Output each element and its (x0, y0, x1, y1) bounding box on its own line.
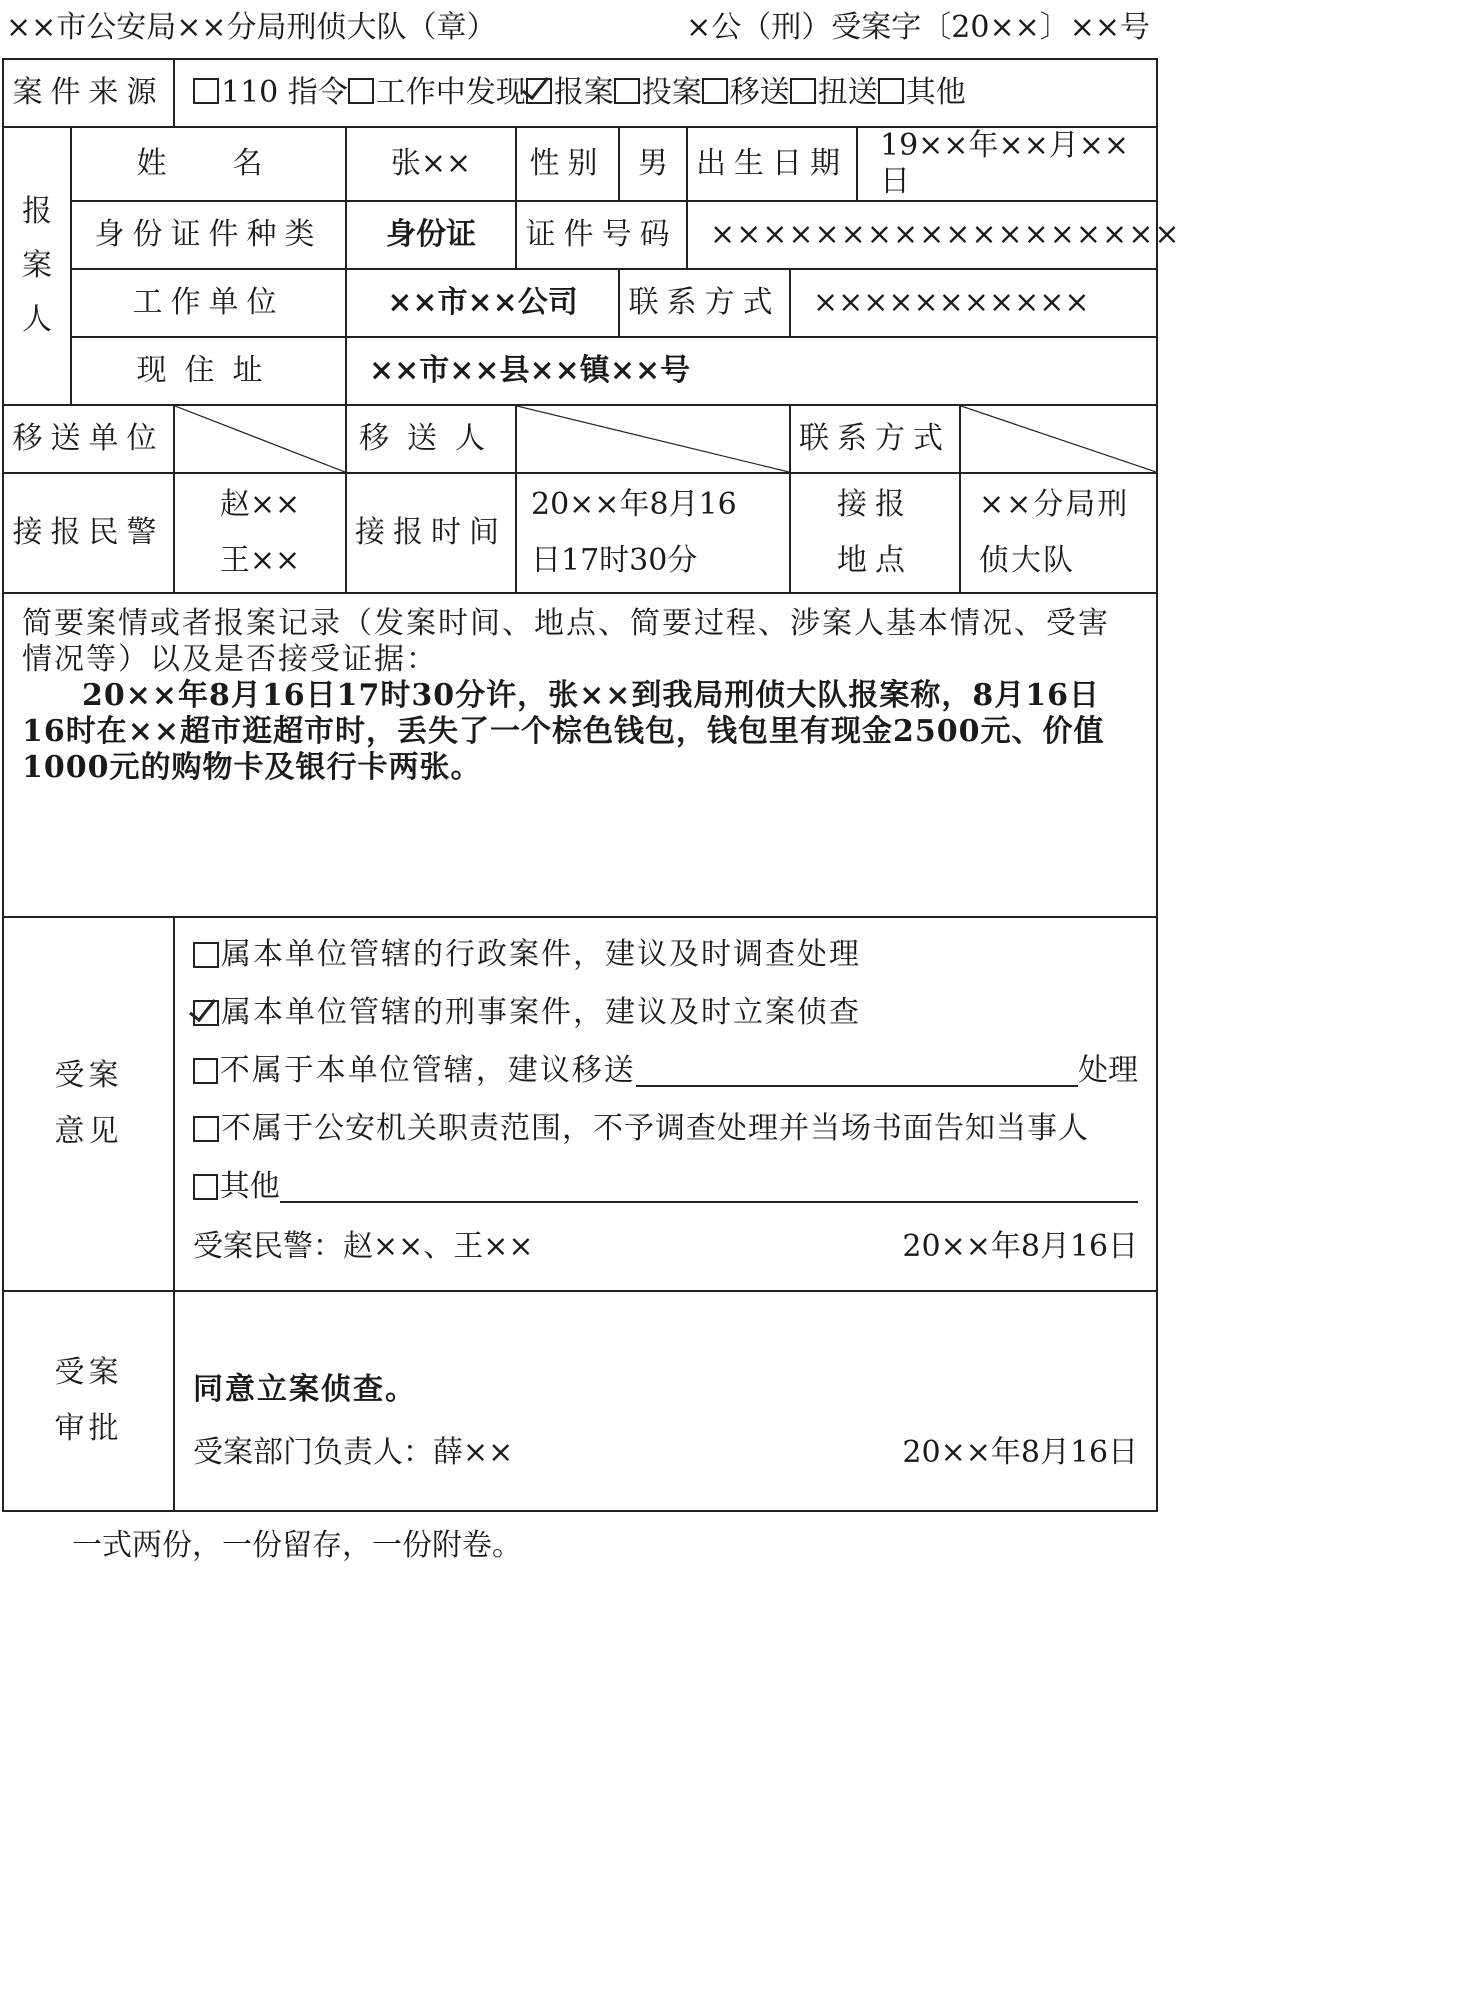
case-source-option-other[interactable]: 其他 (878, 75, 966, 110)
case-source-option-report[interactable]: 报案 (526, 75, 614, 110)
other-opinion-blank[interactable] (280, 1171, 1138, 1203)
checkbox-escort[interactable] (790, 78, 816, 104)
approval-label: 受案 审批 (3, 1291, 174, 1511)
id-type-value: 身份证 (346, 201, 516, 269)
checkbox-110[interactable] (193, 78, 219, 104)
receiving-officer-label: 接报民警 (3, 473, 174, 593)
transfer-contact-label: 联系方式 (790, 405, 960, 473)
employer-value: ××市××公司 (346, 269, 619, 337)
receiving-place-label: 接报 地点 (790, 473, 960, 593)
checkbox-not-police-duty[interactable] (193, 1116, 219, 1142)
checkbox-other-opinion[interactable] (193, 1174, 218, 1200)
dob-label: 出生日期 (687, 127, 857, 201)
opinion-signature-row (193, 1216, 1138, 1278)
opinion-content (174, 917, 1157, 1291)
case-summary-heading: 简要案情或者报案记录（发案时间、地点、简要过程、涉案人基本情况、受害情况等）以及是否接受证据： (22, 606, 1110, 677)
diagonal-strike (961, 406, 1156, 472)
address-label: 现住址 (71, 337, 346, 405)
approval-text: 同意立案侦查。 (193, 1372, 417, 1407)
contact-label: 联系方式 (619, 269, 790, 337)
dob-value: 19××年××月××日 (857, 127, 1157, 201)
case-acceptance-form (2, 58, 1181, 1512)
transfer-person-empty (516, 405, 790, 473)
name-value: 张×× (346, 127, 516, 201)
case-summary-text: 20××年8月16日17时30分许，张××到我局刑侦大队报案称，8月16日16时在××超市逛超市时，丢失了一个棕色钱包，钱包里有现金2500元、价值1000元的购物卡及银行卡两张。 (22, 678, 1105, 785)
case-source-option-escort[interactable]: 扭送 (790, 75, 878, 110)
transfer-unit-label: 移送单位 (3, 405, 174, 473)
gender-value: 男 (619, 127, 687, 201)
case-source-option-found-at-work[interactable]: 工作中发现 (348, 75, 526, 110)
address-value: ××市××县××镇××号 (346, 337, 1157, 405)
receiving-place-value: ××分局刑 侦大队 (960, 473, 1157, 593)
case-source-option-transfer[interactable]: 移送 (702, 75, 790, 110)
opinion-option-transfer[interactable]: 不属于本单位管辖，建议移送 处理 (193, 1042, 1138, 1100)
diagonal-strike (175, 406, 345, 472)
checkbox-other[interactable] (878, 78, 904, 104)
case-source-options (174, 59, 1157, 127)
transfer-target-blank[interactable] (636, 1055, 1078, 1087)
case-summary (3, 593, 1157, 917)
id-number-value: ×××××××××××××××××× (687, 201, 1157, 269)
case-source-label: 案件来源 (3, 59, 174, 127)
reporter-section-label: 报案人 (3, 127, 71, 405)
name-label: 姓 名 (71, 127, 346, 201)
department-head-signature: 受案部门负责人：薛×× (193, 1435, 514, 1470)
issuing-unit-seal: ××市公安局××分局刑侦大队（章） (6, 10, 497, 45)
approval-signature-row (193, 1422, 1138, 1484)
diagonal-strike (517, 406, 789, 472)
case-source-option-surrender[interactable]: 投案 (614, 75, 702, 110)
transfer-person-label: 移送人 (346, 405, 516, 473)
opinion-date: 20××年8月16日 (902, 1229, 1139, 1264)
receiving-officers (174, 473, 346, 593)
employer-label: 工作单位 (71, 269, 346, 337)
checkbox-found-at-work[interactable] (348, 78, 374, 104)
transfer-unit-empty (174, 405, 346, 473)
document-header (0, 0, 1158, 45)
checkbox-admin-case[interactable] (193, 942, 219, 968)
checkbox-criminal-case-checked[interactable] (193, 1000, 219, 1026)
checkbox-surrender[interactable] (614, 78, 640, 104)
opinion-option-other[interactable]: 其他 (193, 1158, 1138, 1216)
receiving-time-value: 20××年8月16 日17时30分 (516, 473, 790, 593)
approval-content (174, 1291, 1157, 1511)
receiving-officers-signature: 受案民警：赵××、王×× (193, 1229, 534, 1264)
contact-value: ××××××××××× (790, 269, 1157, 337)
opinion-option-admin[interactable]: 属本单位管辖的行政案件，建议及时调查处理 (193, 926, 1138, 984)
id-type-label: 身份证件种类 (71, 201, 346, 269)
officer-name: 赵×× (219, 487, 301, 522)
opinion-option-not-police[interactable]: 不属于公安机关职责范围，不予调查处理并当场书面告知当事人 (193, 1100, 1138, 1158)
opinion-option-criminal[interactable]: 属本单位管辖的刑事案件，建议及时立案侦查 (193, 984, 1138, 1042)
copies-note: 一式两份，一份留存，一份附卷。 (72, 1528, 522, 1563)
opinion-label: 受案 意见 (3, 917, 174, 1291)
checkbox-report-checked[interactable] (526, 78, 552, 104)
id-number-label: 证件号码 (516, 201, 687, 269)
case-number: ×公（刑）受案字〔20××〕××号 (686, 10, 1150, 45)
gender-label: 性别 (516, 127, 619, 201)
receiving-time-label: 接报时间 (346, 473, 516, 593)
approval-date: 20××年8月16日 (902, 1435, 1139, 1470)
checkbox-transfer-case[interactable] (193, 1058, 218, 1084)
officer-name: 王×× (219, 543, 301, 578)
checkbox-transfer[interactable] (702, 78, 728, 104)
case-source-option-110[interactable]: 110 指令 (193, 75, 348, 110)
transfer-contact-empty (960, 405, 1157, 473)
